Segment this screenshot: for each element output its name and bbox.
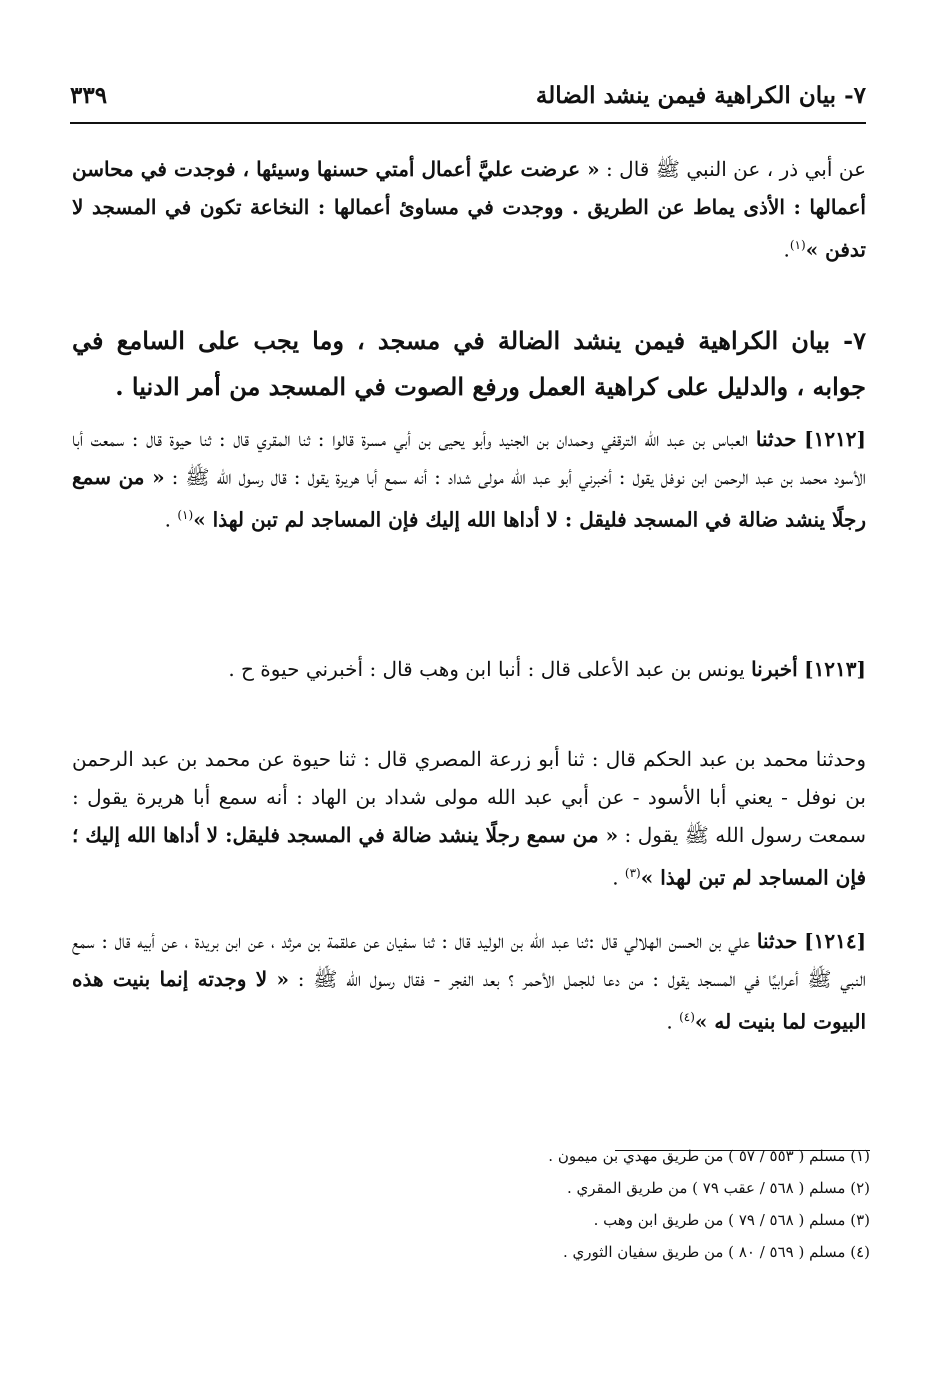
isnad-text: يونس بن عبد الأعلى قال : أنبا ابن وهب قال : أخبرني حيوة ح .: [228, 657, 745, 681]
hadith-1213: [72, 650, 866, 688]
intro-hadith: [72, 150, 866, 269]
footnote-marker: (١): [177, 508, 194, 522]
footnote-marker: (١): [789, 238, 806, 252]
sentence-end: .: [666, 1009, 673, 1034]
footnote-marker: (٣): [624, 866, 641, 880]
narration-lead: حدثنا: [756, 929, 798, 953]
hadith-1213-second-chain: [72, 740, 866, 897]
isnad-text: علي بن الحسن الهلالي قال :ثنا عبد الله بن الوليد قال : ثنا سفيان عن علقمة بن مرثد ، عن ابن بريدة ، عن أبيه قال : سمع النبي ﷺ أعرابيًا في المسجد يقول : من دعا للجمل الأحمر ؟ بعد الفجر - فقال رسول الله ﷺ :: [72, 929, 866, 991]
narration-lead: أخبرنا: [751, 657, 798, 681]
sentence-end: .: [783, 237, 790, 262]
sentence-end: .: [612, 865, 619, 890]
chapter-title: ٧- بيان الكراهية فيمن ينشد الضالة في مسجد ، وما يجب على السامع في جوابه ، والدليل على كراهية العمل ورفع الصوت في المسجد من أمر الدنيا .: [72, 326, 866, 401]
narration-lead: حدثنا: [755, 427, 797, 451]
isnad-text: العباس بن عبد الله الترقفي وحمدان بن الجنيد وأبو يحيى بن أبي مسرة قالوا : ثنا المقري قال : ثنا حيوة قال : سمعت أبا الأسود محمد بن عبد الرحمن ابن نوفل يقول : أخبرني أبو عبد الله مولى شداد : أنه سمع أبا هريرة يقول : قال رسول الله ﷺ :: [72, 427, 867, 489]
footnote-item: (٢) مسلم ( ٥٦٨ / عقب ٧٩ ) من طريق المقري .: [566, 1179, 870, 1197]
hadith-1214: [72, 922, 866, 1041]
intro-text: عن أبي ذر ، عن النبي ﷺ قال :: [606, 157, 867, 181]
running-title: ٧- بيان الكراهية فيمن ينشد الضالة: [535, 82, 866, 109]
footnote-item: (٣) مسلم ( ٥٦٨ / ٧٩ ) من طريق ابن وهب .: [593, 1211, 870, 1229]
footnote-item: (١) مسلم ( ٥٥٣ / ٥٧ ) من طريق مهدي بن ميمون .: [548, 1147, 870, 1165]
isnad-text: وحدثنا محمد بن عبد الحكم قال : ثنا أبو زرعة المصري قال : ثنا حيوة عن محمد بن عبد الرحمن بن نوفل - يعني أبا الأسود - عن أبي عبد الله مولى شداد بن الهاد : أنه سمع أبا هريرة يقول : سمعت رسول الله ﷺ يقول :: [72, 747, 866, 847]
hadith-number: [١٢١٣]: [804, 657, 866, 681]
sentence-end: .: [164, 507, 171, 532]
hadith-number: [١٢١٢]: [804, 427, 867, 451]
hadith-quote: « من سمع رجلًا ينشد ضالة في المسجد فليقل : لا أداها الله إليك فإن المساجد لم تبن لهذا »: [72, 465, 866, 532]
footnote-item: (٤) مسلم ( ٥٦٩ / ٨٠ ) من طريق سفيان الثوري .: [562, 1243, 870, 1261]
hadith-quote: « من سمع رجلًا ينشد ضالة في المسجد فليقل: لا أداها الله إليك ؛ فإن المساجد لم تبن لهذا »: [72, 823, 866, 890]
chapter-heading: [72, 318, 866, 410]
footnotes: [300, 1140, 870, 1268]
footnote-marker: (٤): [679, 1010, 695, 1024]
hadith-quote: « لا وجدته إنما بنيت هذه البيوت لما بنيت له »: [72, 967, 866, 1034]
intro-quote: « عرضت عليَّ أعمال أمتي حسنها وسيئها ، فوجدت في محاسن أعمالها : الأذى يماط عن الطريق . ووجدت في مساوئ أعمالها : النخاعة تكون في المسجد لا تدفن »: [72, 157, 866, 262]
page-header: [70, 80, 866, 124]
page-number: ٣٣٩: [70, 82, 108, 109]
hadith-number: [١٢١٤]: [804, 929, 867, 953]
hadith-1212: [72, 420, 866, 539]
